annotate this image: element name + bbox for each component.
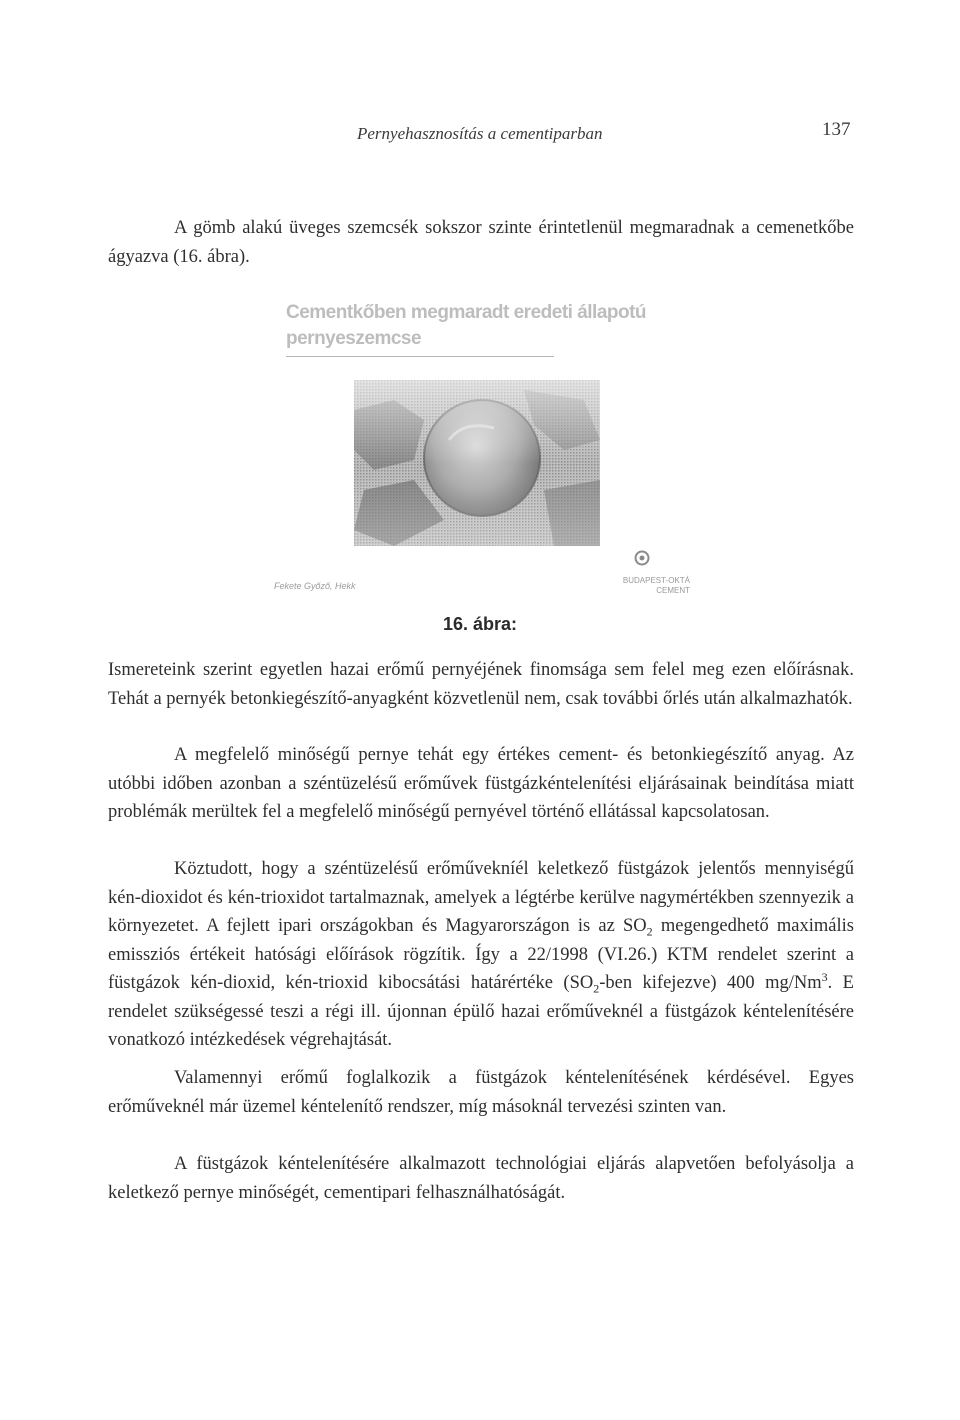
figure-title: Cementkőben megmaradt eredeti állapotú pernyeszemcse [286, 302, 647, 349]
intro-paragraph: A gömb alakú üveges szemcsék sokszor szinte érintetlenül megmaradnak a cemenetkőbe ágyazva (16. ábra). [108, 218, 854, 267]
paragraph-3-part-d: . E rendelet szükségessé teszi a régi ill. újonnan épülő hazai erőműveknél a füstgázok kéntelenítésére vonatkozó intézkedések végrehajtását. [108, 973, 854, 1050]
paragraph-3-part-c: -ben kifejezve) 400 mg/Nm [599, 973, 822, 993]
figure-title-underline [286, 356, 554, 357]
figure-source-line-2: CEMENT [656, 586, 690, 595]
paragraph-4: Valamennyi erőmű foglalkozik a füstgázok kéntelenítésének kérdésével. Egyes erőműveknél már üzemel kéntelenítő rendszer, míg másoknál tervezési szinten van. [108, 1068, 854, 1117]
paragraph-3 [108, 855, 854, 1055]
nm3-superscript: 3 [821, 969, 828, 984]
paragraph-3-part-b: megengedhető maximális emissziós értékeit hatósági előírások rögzítik. Így a 22/1998 (VI.26.) KTM rendelet szerint a füstgázok kén-dioxid, kén-trioxid kibocsátási határértéke (SO [108, 916, 854, 993]
paragraph-3-part-a: Köztudott, hogy a széntüzelésű erőművekníél keletkező füstgázok jelentős mennyiségű kén-dioxidot és kén-trioxidot tartalmaznak, amelyek a légtérbe kerülve nagymértékben szennyezik a környezetet. A fejlett ipari országokban és Magyarországon is az SO [108, 859, 854, 936]
paragraph-2: A megfelelő minőségű pernye tehát egy értékes cement- és betonkiegészítő anyag. Az utóbbi időben azonban a széntüzelésű erőművek füstgázkéntelenítési eljárásainak beindítása miatt problémák merültek fel a megfelelő minőségű pernyével történő ellátással kapcsolatosan. [108, 745, 854, 822]
so2-subscript-2: 2 [593, 981, 600, 996]
sem-micrograph [354, 380, 600, 546]
page-number: 137 [822, 119, 851, 140]
figure-source [600, 576, 690, 596]
running-title: Pernyehasznosítás a cementiparban [357, 124, 603, 143]
figure-16 [270, 296, 690, 606]
figure-credit: Fekete Győző, Hekk [274, 581, 356, 591]
figure-caption: 16. ábra: [442, 614, 518, 634]
figure-source-line-1: BUDAPEST-OKTÁ [622, 576, 690, 585]
paragraph-1: Ismereteink szerint egyetlen hazai erőmű pernyéjének finomsága sem felel meg ezen előírásnak. Tehát a pernyék betonkiegészítő-anyagként közvetlenül nem, csak további őrlés után alkalmazhatók. [108, 660, 854, 709]
company-logo-icon [634, 550, 650, 566]
so2-subscript-1: 2 [646, 924, 653, 939]
paragraph-5: A füstgázok kéntelenítésére alkalmazott technológiai eljárás alapvetően befolyásolja a keletkező pernye minőségét, cementipari felhasználhatóságát. [108, 1154, 854, 1203]
